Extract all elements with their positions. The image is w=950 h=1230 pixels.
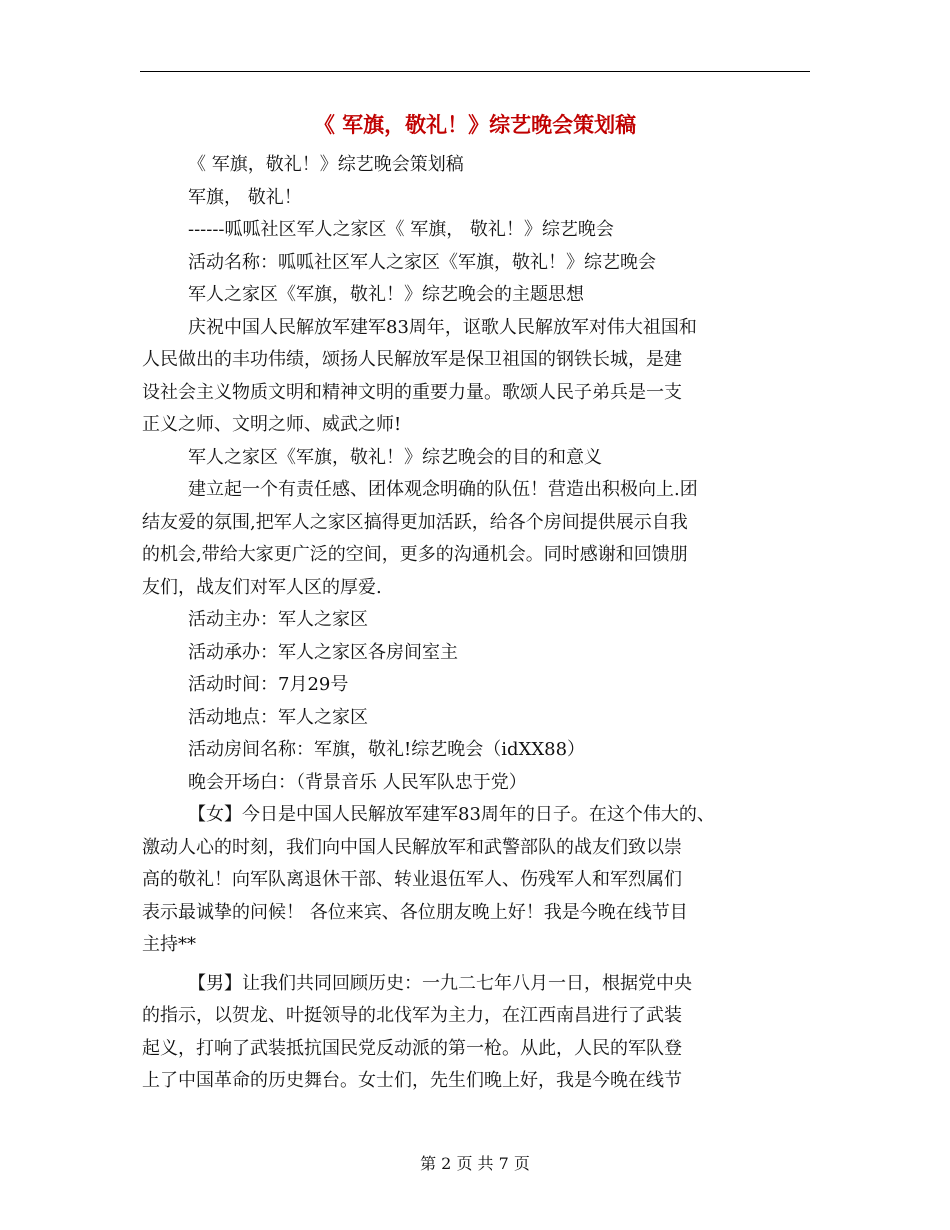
paragraph-line: 【男】让我们共同回顾历史：一九二七年八月一日，根据党中央 bbox=[188, 972, 692, 994]
header-rule bbox=[140, 71, 810, 72]
paragraph-line: 上了中国革命的历史舞台。女士们，先生们晚上好，我是今晚在线节 bbox=[142, 1070, 682, 1091]
paragraph-line: 建立起一个有责任感、团体观念明确的队伍！营造出积极向上.团 bbox=[188, 479, 698, 500]
paragraph-line: ------呱呱社区军人之家区《 军旗， 敬礼！》综艺晚会 bbox=[188, 219, 614, 240]
paragraph-line: 活动名称：呱呱社区军人之家区《军旗，敬礼！》综艺晚会 bbox=[188, 251, 656, 273]
document-body bbox=[142, 149, 817, 1098]
paragraph-line: 激动人心的时刻，我们向中国人民解放军和武警部队的战友们致以崇 bbox=[142, 836, 682, 858]
document-title: 《 军旗，敬礼！》综艺晚会策划稿 bbox=[313, 113, 637, 137]
paragraph-line: 的指示，以贺龙、叶挺领导的北伐军为主力，在江西南昌进行了武装 bbox=[142, 1005, 682, 1026]
info-line-room-name: 活动房间名称：军旗，敬礼!综艺晚会（idXX88） bbox=[188, 739, 586, 760]
paragraph-line: 【女】今日是中国人民解放军建军83周年的日子。在这个伟大的、 bbox=[188, 804, 715, 825]
paragraph-line: 友们，战友们对军人区的厚爱. bbox=[142, 576, 382, 598]
page-total: 7 bbox=[498, 1154, 509, 1173]
info-line-time: 活动时间：7月29号 bbox=[188, 674, 349, 695]
info-line-opening: 晚会开场白：（背景音乐 人民军队忠于党） bbox=[188, 771, 527, 793]
paragraph-line: 设社会主义物质文明和精神文明的重要力量。歌颂人民子弟兵是一支 bbox=[142, 381, 682, 403]
paragraph-line: 人民做出的丰功伟绩，颂扬人民解放军是保卫祖国的钢铁长城，是建 bbox=[142, 349, 682, 370]
footer-middle: 页 共 bbox=[456, 1154, 494, 1173]
section-heading: 军人之家区《军旗，敬礼！》综艺晚会的主题思想 bbox=[188, 284, 584, 305]
paragraph-line: 的机会,带给大家更广泛的空间，更多的沟通机会。同时感谢和回馈朋 bbox=[142, 544, 688, 565]
info-line-co-organizer: 活动承办：军人之家区各房间室主 bbox=[188, 641, 458, 663]
paragraph-line: 庆祝中国人民解放军建军83周年，讴歌人民解放军对伟大祖国和 bbox=[188, 316, 697, 338]
paragraph-line: 结友爱的氛围,把军人之家区搞得更加活跃，给各个房间提供展示自我 bbox=[142, 511, 688, 533]
paragraph-line: 正义之师、文明之师、威武之师! bbox=[142, 414, 402, 435]
paragraph-line: 军旗， 敬礼！ bbox=[188, 186, 302, 208]
paragraph-line: 表示最诚挚的问候！ 各位来宾、各位朋友晚上好！我是今晚在线节目 bbox=[142, 901, 688, 923]
section-heading: 军人之家区《军旗，敬礼！》综艺晚会的目的和意义 bbox=[188, 446, 602, 468]
page-footer bbox=[140, 1152, 810, 1176]
paragraph-line: 主持** bbox=[142, 934, 196, 955]
footer-suffix: 页 bbox=[513, 1154, 530, 1173]
paragraph-line: 《 军旗，敬礼！》综艺晚会策划稿 bbox=[188, 154, 464, 175]
footer-prefix: 第 bbox=[420, 1154, 437, 1173]
info-line-organizer: 活动主办：军人之家区 bbox=[188, 609, 368, 630]
page-number: 2 bbox=[441, 1154, 452, 1173]
paragraph-line: 起义，打响了武装抵抗国民党反动派的第一枪。从此，人民的军队登 bbox=[142, 1037, 682, 1059]
info-line-location: 活动地点：军人之家区 bbox=[188, 706, 368, 728]
paragraph-line: 高的敬礼！向军队离退休干部、转业退伍军人、伤残军人和军烈属们 bbox=[142, 869, 682, 890]
